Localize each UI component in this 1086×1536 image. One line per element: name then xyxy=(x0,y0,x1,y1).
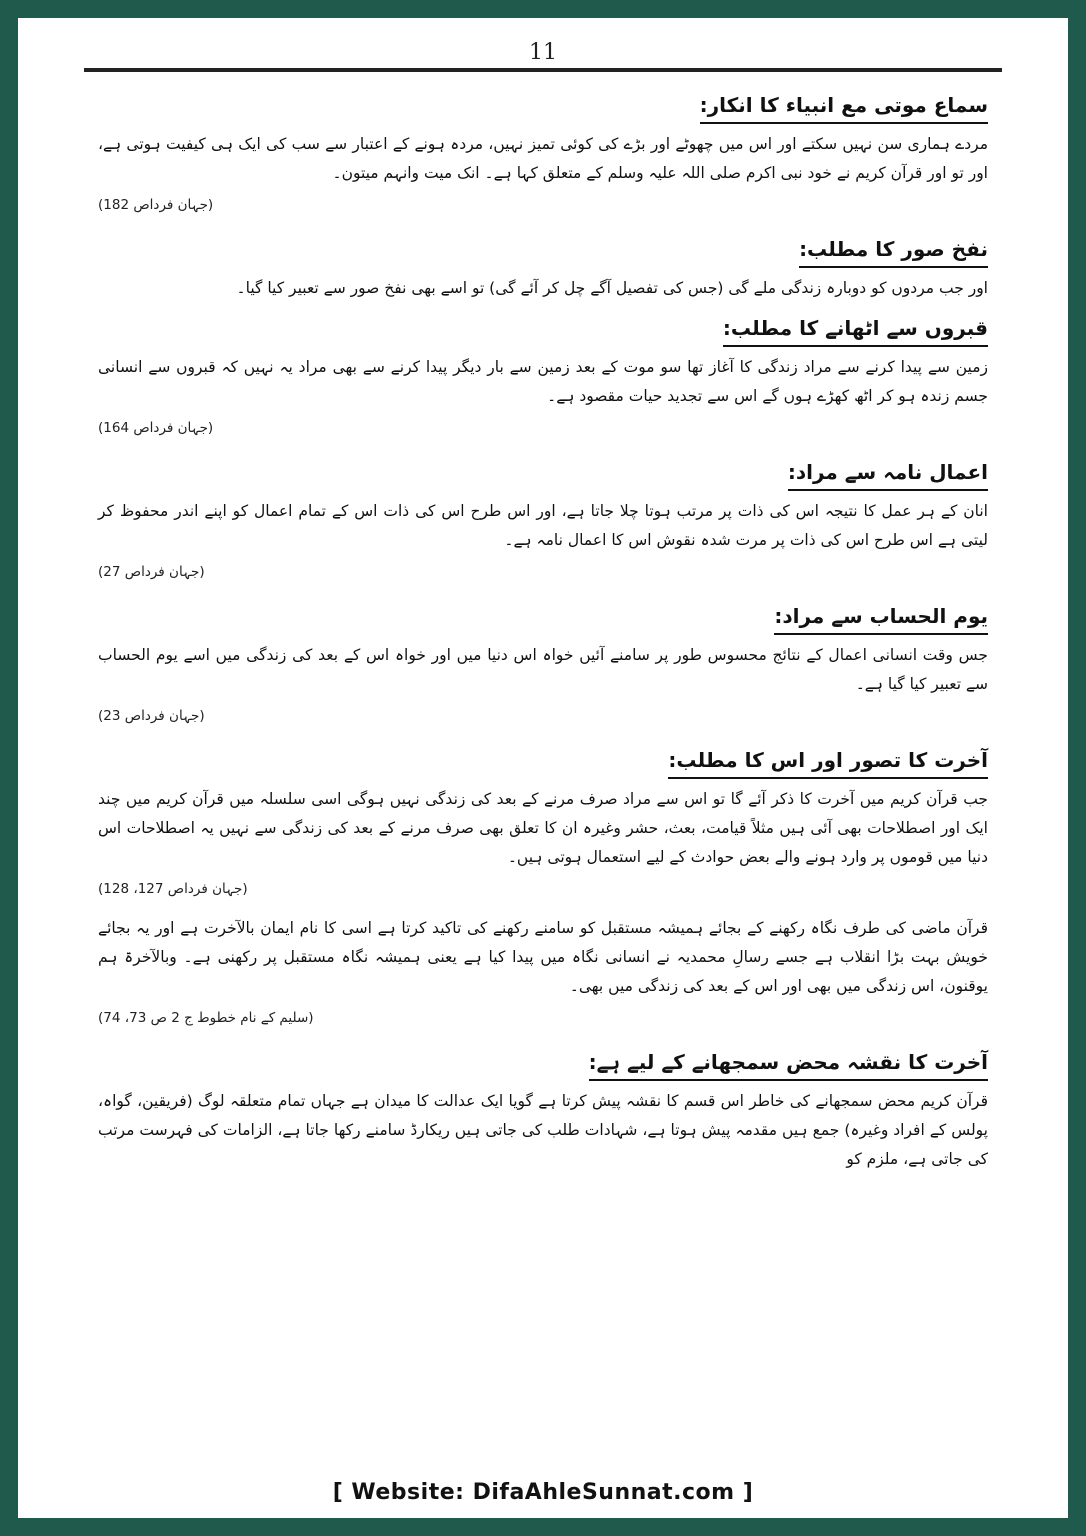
section xyxy=(98,309,988,439)
section-heading: نفخ صور کا مطلب: xyxy=(799,230,988,268)
section xyxy=(98,914,988,1029)
paragraph: انان کے ہر عمل کا نتیجہ اس کی ذات پر مرتب ہوتا چلا جاتا ہے، اور اس طرح اس کی ذات اس کے تمام اعمال کو اپنے اندر محفوظ کر لیتی ہے اس طرح اس کی ذات پر مرت شدہ نقوش اس کا اعمال نامہ ہے۔ xyxy=(98,502,988,549)
page-number: 11 xyxy=(529,40,557,65)
reference-citation: (جہان فرداص 182) xyxy=(98,197,214,213)
paragraph: جس وقت انسانی اعمال کے نتائج محسوس طور پر سامنے آئیں خواہ اس دنیا میں اور خواہ اس کے بعد کی زندگی میں اسے یوم الحساب سے تعبیر کیا گیا ہے۔ xyxy=(98,646,988,693)
section xyxy=(98,230,988,303)
section-heading: آخرت کا نقشہ محض سمجھانے کے لیے ہے: xyxy=(589,1043,988,1081)
section xyxy=(98,597,988,727)
section xyxy=(98,453,988,583)
section xyxy=(98,741,988,900)
section xyxy=(98,1043,988,1174)
paragraph: زمین سے پیدا کرنے سے مراد زندگی کا آغاز تھا سو موت کے بعد زمین سے بار دیگر پیدا کرنے سے بھی مراد یہ نہیں کہ قبروں سے انسانی جسم زندہ ہو کر اٹھ کھڑے ہوں گے اس سے تجدید حیات مقصود ہے۔ xyxy=(98,358,988,405)
paragraph: قرآن کریم محض سمجھانے کی خاطر اس قسم کا نقشہ پیش کرتا ہے گویا ایک عدالت کا میدان ہے جہاں تمام متعلقہ لوگ (فریقین، گواہ، پولس کے افراد وغیرہ) جمع ہیں مقدمہ پیش ہوتا ہے، شہادات طلب کی جاتی ہیں ریکارڈ سامنے رکھا جاتا ہے، الزامات کی فہرست مرتب کی جاتی ہے، ملزم کو xyxy=(98,1092,988,1168)
section-heading: یوم الحساب سے مراد: xyxy=(774,597,988,635)
section-heading: قبروں سے اٹھانے کا مطلب: xyxy=(723,309,988,347)
reference-citation: (جہان فرداص 23) xyxy=(98,708,205,724)
top-rule xyxy=(84,68,1002,72)
paragraph: جب قرآن کریم میں آخرت کا ذکر آئے گا تو اس سے مراد صرف مرنے کے بعد کی زندگی نہیں ہوگی اسی سلسلہ میں قرآن کریم میں چند ایک اور اصطلاحات بھی آئی ہیں مثلاً قیامت، بعث، حشر وغیرہ ان کا تعلق بھی صرف مرنے کے بعد کی زندگی سے نہیں یہ اصطلاحات اس دنیا میں قوموں پر وارد ہونے والے بعض حوادث کے لیے استعمال ہوتی ہیں۔ xyxy=(98,790,988,866)
paragraph: مردے ہماری سن نہیں سکتے اور اس میں چھوٹے اور بڑے کی کوئی تمیز نہیں، مردہ ہونے کے اعتبار سے سب کی ایک ہی کیفیت ہوتی ہے، اور تو اور قرآن کریم نے خود نبی اکرم صلی اللہ علیہ وسلم کے متعلق کہا ہے۔ انک میت وانہم میتون۔ xyxy=(98,135,988,182)
content-body xyxy=(98,86,988,1180)
section-heading: آخرت کا تصور اور اس کا مطلب: xyxy=(668,741,988,779)
section-heading: سماع موتی مع انبیاء کا انکار: xyxy=(700,86,988,124)
reference-citation: (سلیم کے نام خطوط ج 2 ص 73، 74) xyxy=(98,1010,314,1026)
reference-citation: (جہان فرداص 164) xyxy=(98,420,214,436)
section xyxy=(98,86,988,216)
reference-citation: (جہان فرداص 127، 128) xyxy=(98,881,248,897)
page xyxy=(18,18,1068,1518)
reference-citation: (جہان فرداص 27) xyxy=(98,564,205,580)
paragraph: اور جب مردوں کو دوبارہ زندگی ملے گی (جس کی تفصیل آگے چل کر آئے گی) تو اسے بھی نفخ صور سے تعبیر کیا گیا۔ xyxy=(236,279,988,297)
website-watermark[interactable]: [ Website: DifaAhleSunnat.com ] xyxy=(18,1480,1068,1505)
paragraph: قرآن ماضی کی طرف نگاہ رکھنے کے بجائے ہمیشہ مستقبل کو سامنے رکھنے کی تاکید کرتا ہے اسی کا نام ایمان بالآخرت ہے اور یہ بجائے خویش بہت بڑا انقلاب ہے جسے رسالِ محمدیہ نے انسانی نگاہ میں پیدا کیا ہے یعنی ہمیشہ نگاہ مستقبل پر رکھنی ہے۔ وبالآخرۃ ہم یوقنون، اس زندگی میں بھی اور اس کے بعد کی زندگی میں بھی۔ xyxy=(98,919,988,995)
section-heading: اعمال نامہ سے مراد: xyxy=(788,453,988,491)
